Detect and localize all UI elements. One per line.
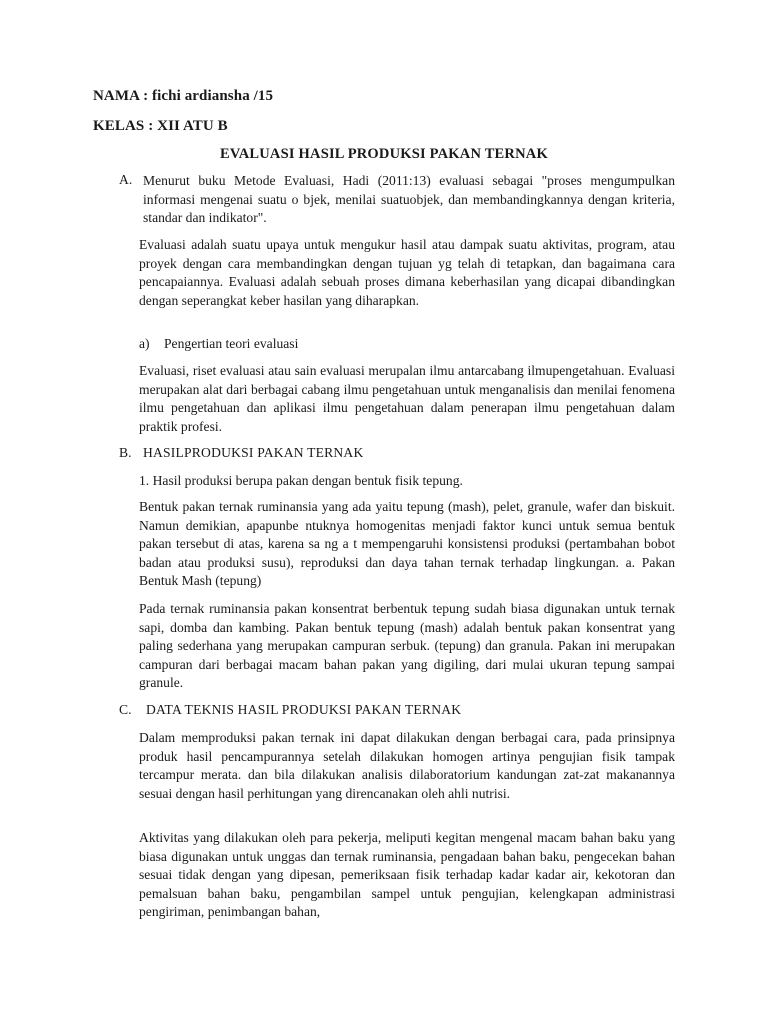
student-class: KELAS : XII ATU B (93, 118, 228, 134)
section-a-letter: A. (119, 172, 133, 187)
student-name: NAMA : fichi ardiansha /15 (93, 88, 274, 104)
section-a-sub-heading: Pengertian teori evaluasi (164, 336, 299, 351)
section-b-paragraph-1: Bentuk pakan ternak ruminansia yang ada yaitu tepung (mash), pelet, granule, wafer dan biskuit. Namun demikian, apapunbe ntuknya homogenitas menjadi faktor kunci untuk semua bentuk pakan tersebut di atas, karena sa ng a t mempengaruhi konsistensi produksi (pertambahan bobot badan atau produksi susu), reproduksi dan daya tahan ternak terhadap lingkungan. a. Pakan Bentuk Mash (tepung) (139, 499, 675, 588)
section-b-paragraph-2: Pada ternak ruminansia pakan konsentrat berbentuk tepung sudah biasa digunakan untuk ternak sapi, domba dan kambing. Pakan bentuk tepung (mash) adalah bentuk pakan konsentrat yang paling sederhana yang merupakan campuran serbuk. (tepung) dan granula. Pakan ini merupakan campuran dari berbagai macam bahan pakan yang digiling, dari mulai ukuran tepung sampai granule. (139, 601, 675, 690)
section-b-letter: B. (119, 445, 132, 460)
section-a-intro: Menurut buku Metode Evaluasi, Hadi (2011:13) evaluasi sebagai "proses mengumpulkan informasi mengenai suatu o bjek, menilai suatuobjek, dan membandingkannya dengan kriteria, standar dan indikator". (143, 173, 675, 225)
document-title: EVALUASI HASIL PRODUKSI PAKAN TERNAK (220, 146, 548, 162)
section-b-item-1: 1. Hasil produksi berupa pakan dengan bentuk fisik tepung. (139, 473, 463, 488)
section-c-letter: C. (119, 702, 132, 717)
section-a-sub-marker: a) (139, 336, 150, 351)
section-b-heading: HASILPRODUKSI PAKAN TERNAK (143, 445, 364, 460)
section-c-heading: DATA TEKNIS HASIL PRODUKSI PAKAN TERNAK (146, 702, 462, 717)
section-c-paragraph-2: Aktivitas yang dilakukan oleh para pekerja, meliputi kegitan mengenal macam bahan baku yang biasa digunakan untuk unggas dan ternak ruminansia, pengadaan bahan baku, pengecekan bahan sesuai tidak dengan yang dipesan, pemeriksaan fisik terhadap kadar kadar air, kekotoran dan pemalsuan bahan baku, pengambilan sampel untuk pengujian, kelengkapan administrasi pengiriman, penimbangan bahan, (139, 830, 675, 919)
section-a-paragraph-2: Evaluasi, riset evaluasi atau sain evaluasi merupalan ilmu antarcabang ilmupengetahuan. Evaluasi merupakan alat dari berbagai cabang ilmu pengetahuan untuk menganalisis dan menilai fenomena ilmu pengetahuan dan aplikasi ilmu pengetahuan dalam penerapan ilmu pengetahuan dalam praktik profesi. (139, 363, 675, 434)
section-c-paragraph-1: Dalam memproduksi pakan ternak ini dapat dilakukan dengan berbagai cara, pada prinsipnya produk hasil pencampurannya setelah dilakukan homogen artinya pengujian fisik tampak tercampur merata. dan bila dilakukan analisis dilaboratorium kandungan zat-zat makanannya sesuai dengan hasil perhitungan yang direncanakan oleh ahli nutrisi. (139, 730, 675, 801)
section-a-paragraph-1: Evaluasi adalah suatu upaya untuk mengukur hasil atau dampak suatu aktivitas, program, atau proyek dengan cara membandingkan dengan tujuan yg telah di tetapkan, dan bagaimana cara pencapaiannya. Evaluasi adalah sebuah proses dimana keberhasilan yang dicapai dibandingkan dengan seperangkat keber hasilan yang diharapkan. (139, 237, 675, 308)
